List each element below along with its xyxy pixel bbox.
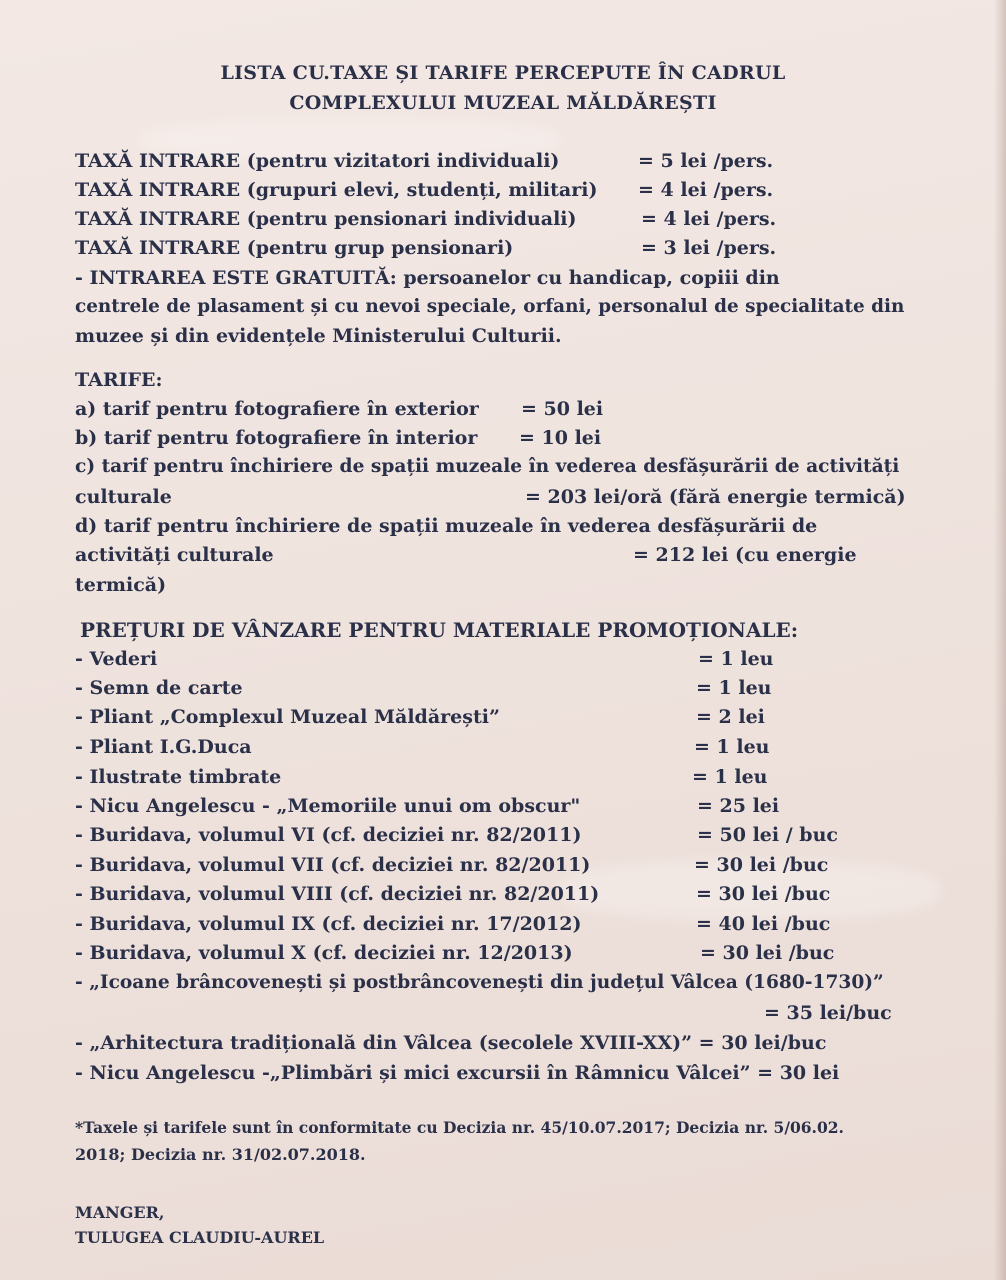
- price-item-label: - Vederi: [75, 648, 158, 670]
- tarif-b-value: = 10 lei: [519, 427, 602, 449]
- tarif-c-value: = 203 lei/oră (fără energie termică): [525, 486, 906, 508]
- free-entry-line3: muzee și din evidențele Ministerului Culturii.: [75, 325, 562, 347]
- preturi-heading: PREȚURI DE VÂNZARE PENTRU MATERIALE PROMOȚIONALE:: [80, 618, 799, 642]
- price-item-value: = 1 leu: [698, 648, 774, 670]
- tarif-d-line1: d) tarif pentru închiriere de spații muzeale în vederea desfășurării de: [75, 515, 818, 537]
- tarife-heading: TARIFE:: [75, 369, 163, 391]
- footnote-line2: 2018; Decizia nr. 31/02.07.2018.: [75, 1145, 366, 1164]
- tax-value: = 4 lei /pers.: [641, 208, 777, 230]
- price-item-label: - Pliant I.G.Duca: [75, 736, 252, 758]
- footnote-line1: *Taxele și tarifele sunt în conformitate cu Decizia nr. 45/10.07.2017; Decizia nr. 5/06.02.: [75, 1118, 844, 1137]
- price-item-label: - Buridava, volumul VII (cf. deciziei nr. 82/2011): [75, 854, 591, 876]
- price-item-value: = 30 lei /buc: [700, 942, 835, 964]
- price-item-value: = 2 lei: [696, 706, 765, 728]
- tarif-d-value: = 212 lei (cu energie: [633, 544, 857, 566]
- signature-name: TULUGEA CLAUDIU-AUREL: [75, 1228, 325, 1247]
- icoane-label: - „Icoane brâncovenești și postbrâncovenești din județul Vâlcea (1680-1730)”: [75, 972, 884, 993]
- price-item-value: = 40 lei /buc: [696, 913, 831, 935]
- tax-label: TAXĂ INTRARE (pentru pensionari individuali): [75, 208, 577, 230]
- price-item-label: - Buridava, volumul VIII (cf. deciziei nr. 82/2011): [75, 883, 600, 905]
- free-entry-line2: centrele de plasament și cu nevoi speciale, orfani, personalul de specialitate din: [75, 296, 905, 317]
- price-item-value: = 50 lei / buc: [697, 824, 838, 846]
- tarif-a-value: = 50 lei: [521, 398, 604, 420]
- tarif-d-line2: activități culturale: [75, 544, 274, 566]
- tax-value: = 5 lei /pers.: [638, 150, 774, 172]
- tax-value: = 3 lei /pers.: [641, 237, 777, 259]
- price-item-label: - Nicu Angelescu - „Memoriile unui om obscur": [75, 795, 581, 817]
- icoane-value: = 35 lei/buc: [764, 1002, 892, 1024]
- plimbari-item: - Nicu Angelescu -„Plimbări și mici excursii în Râmnicu Vâlcei” = 30 lei: [75, 1062, 840, 1084]
- tax-value: = 4 lei /pers.: [638, 179, 774, 201]
- price-item-value: = 30 lei /buc: [694, 854, 829, 876]
- price-item-value: = 25 lei: [697, 795, 780, 817]
- price-item-value: = 1 leu: [692, 766, 768, 788]
- tarif-b-label: b) tarif pentru fotografiere în interior: [75, 427, 478, 449]
- price-item-label: - Buridava, volumul X (cf. deciziei nr. 12/2013): [75, 942, 573, 964]
- price-item-label: - Buridava, volumul IX (cf. deciziei nr. 17/2012): [75, 913, 582, 935]
- price-item-value: = 1 leu: [696, 677, 772, 699]
- price-item-value: = 30 lei /buc: [696, 883, 831, 905]
- tarif-a-label: a) tarif pentru fotografiere în exterior: [75, 398, 479, 420]
- tarif-d-line3: termică): [75, 574, 167, 596]
- tax-label: TAXĂ INTRARE (grupuri elevi, studenți, militari): [75, 179, 598, 201]
- document-title-line2: COMPLEXULUI MUZEAL MĂLDĂREȘTI: [289, 92, 717, 114]
- tarif-c-line2: culturale: [75, 486, 172, 508]
- price-item-label: - Pliant „Complexul Muzeal Măldărești”: [75, 706, 500, 728]
- document-title-line1: LISTA CU.TAXE ȘI TARIFE PERCEPUTE ÎN CADRUL: [220, 62, 786, 84]
- free-entry-line1: - INTRAREA ESTE GRATUITĂ: persoanelor cu handicap, copiii din: [75, 267, 780, 289]
- arhitectura-item: - „Arhitectura tradițională din Vâlcea (secolele XVIII-XX)” = 30 lei/buc: [75, 1032, 827, 1054]
- price-item-label: - Semn de carte: [75, 677, 243, 699]
- signature-role: MANGER,: [75, 1203, 165, 1222]
- tax-label: TAXĂ INTRARE (pentru vizitatori individuali): [75, 150, 560, 172]
- price-item-value: = 1 leu: [694, 736, 770, 758]
- price-item-label: - Ilustrate timbrate: [75, 766, 282, 788]
- tarif-c-line1: c) tarif pentru închiriere de spații muzeale în vederea desfășurării de activități: [75, 456, 900, 477]
- sheet-edge-shadow: [994, 0, 1006, 1280]
- tax-label: TAXĂ INTRARE (pentru grup pensionari): [75, 237, 514, 259]
- price-item-label: - Buridava, volumul VI (cf. deciziei nr. 82/2011): [75, 824, 582, 846]
